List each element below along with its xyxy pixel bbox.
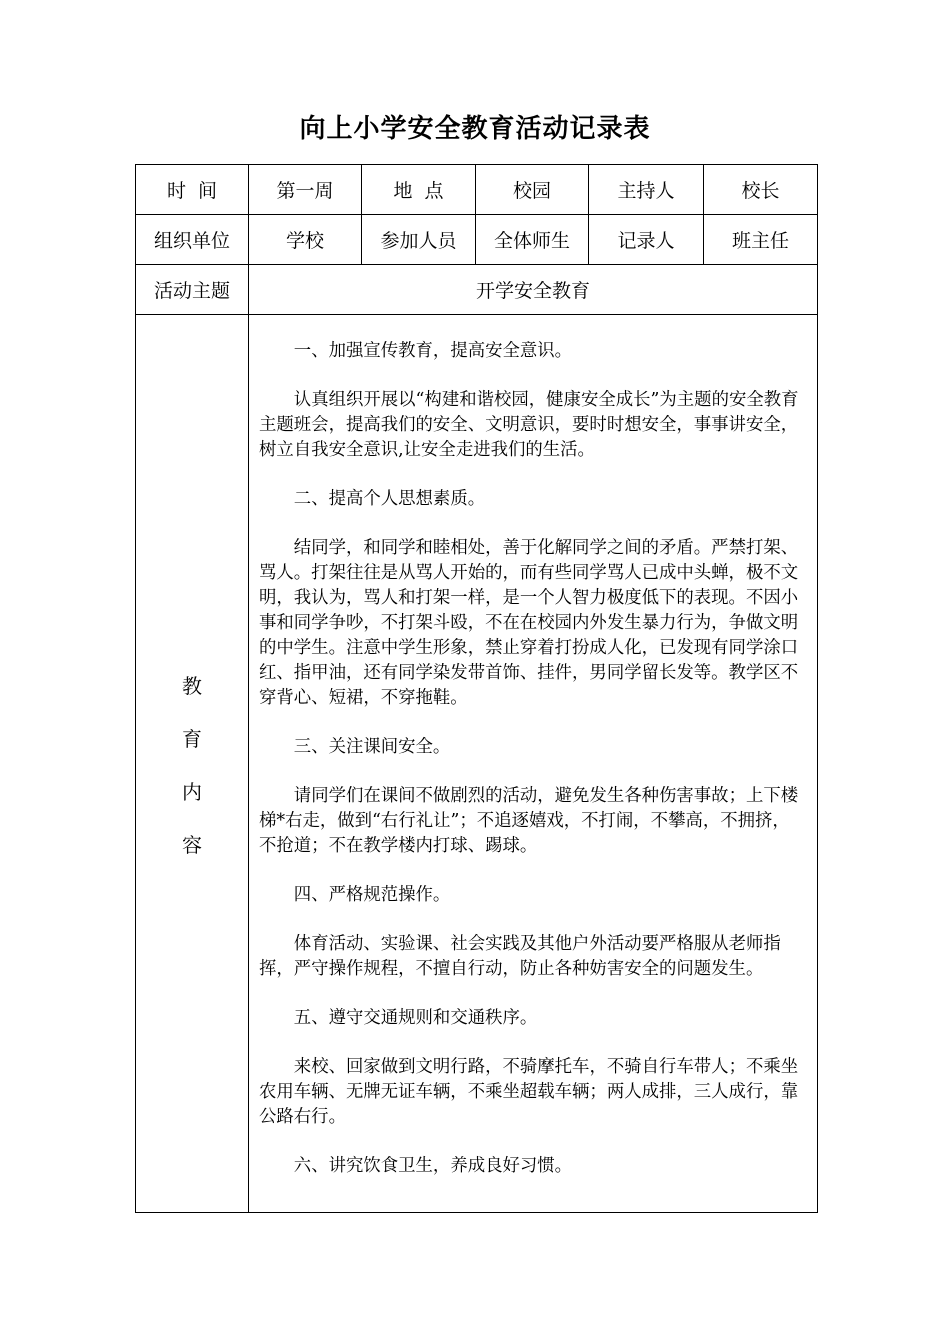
- table-row-time: [136, 165, 818, 215]
- recorder-label: 记录人: [589, 215, 704, 265]
- content-heading: 二、提高个人思想素质。: [293, 489, 486, 509]
- table-row-organization: [136, 215, 818, 265]
- content-label-char: 育: [182, 726, 202, 751]
- content-label: [136, 315, 249, 1213]
- content-label-char: 内: [182, 779, 202, 804]
- content-label-char: 容: [182, 832, 202, 857]
- host-label: 主持人: [589, 165, 704, 215]
- content-paragraph: 来校、回家做到文明行路，不骑摩托车，不骑自行车带人；不乘坐农用车辆、无牌无证车辆，不乘坐超载车辆；两人成排，三人成行，靠公路右行。: [259, 1057, 799, 1127]
- activity-record-table: [135, 164, 818, 1213]
- place-value: 校园: [476, 165, 589, 215]
- content-paragraph: 请同学们在课间不做剧烈的活动，避免发生各种伤害事故；上下楼梯*右走，做到“右行礼让”；不追逐嬉戏，不打闹，不攀高，不拥挤，不抢道；不在教学楼内打球、踢球。: [259, 786, 799, 856]
- content-heading: 六、讲究饮食卫生，养成良好习惯。: [293, 1156, 573, 1176]
- place-label: 地 点: [362, 165, 476, 215]
- participants-label: 参加人员: [362, 215, 476, 265]
- content-heading: 一、加强宣传教育，提高安全意识。: [293, 341, 573, 361]
- participants-value: 全体师生: [476, 215, 589, 265]
- content-paragraph: 体育活动、实验课、社会实践及其他户外活动要严格服从老师指挥，严守操作规程，不擅自行动，防止各种妨害安全的问题发生。: [259, 934, 781, 979]
- theme-label: 活动主题: [136, 265, 249, 315]
- content-heading: 五、遵守交通规则和交通秩序。: [293, 1008, 538, 1028]
- table-row-theme: [136, 265, 818, 315]
- recorder-value: 班主任: [704, 215, 818, 265]
- table-row-content: [136, 315, 818, 1213]
- content-paragraph: 结同学，和同学和睦相处，善于化解同学之间的矛盾。严禁打架、骂人。打架往往是从骂人开始的，而有些同学骂人已成中头蝉，极不文明，我认为，骂人和打架一样，是一个人智力极度低下的表现。不因小事和同学争吵，不打架斗殴，不在在校园内外发生暴力行为，争做文明的中学生。注意中学生形象，禁止穿着打扮成人化，已发现有同学涂口红、指甲油，还有同学染发带首饰、挂件，男同学留长发等。教学区不穿背心、短裙，不穿拖鞋。: [259, 538, 799, 708]
- content-paragraph: 认真组织开展以“构建和谐校园，健康安全成长”为主题的安全教育主题班会，提高我们的安全、文明意识，要时时想安全，事事讲安全，树立自我安全意识,让安全走进我们的生活。: [259, 390, 799, 460]
- host-value: 校长: [704, 165, 818, 215]
- content-label-char: 教: [182, 673, 202, 698]
- org-label: 组织单位: [136, 215, 249, 265]
- content-body: [249, 315, 818, 1213]
- document-title: 向上小学安全教育活动记录表: [299, 114, 651, 144]
- theme-value: 开学安全教育: [249, 265, 818, 315]
- time-label: 时 间: [136, 165, 249, 215]
- content-heading: 四、严格规范操作。: [293, 885, 451, 905]
- time-value: 第一周: [249, 165, 362, 215]
- content-heading: 三、关注课间安全。: [293, 737, 451, 757]
- org-value: 学校: [249, 215, 362, 265]
